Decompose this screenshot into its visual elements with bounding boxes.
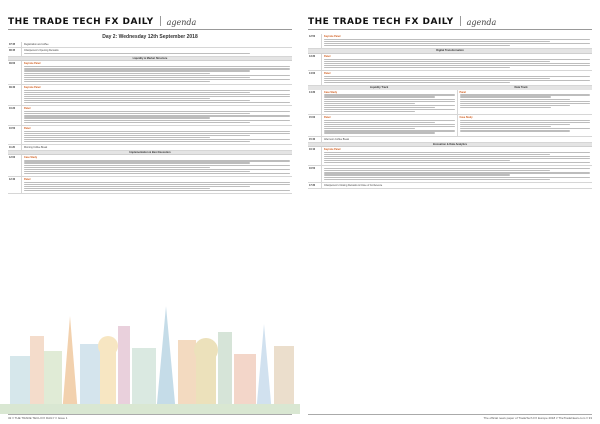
text-line <box>460 124 571 125</box>
text-line <box>24 115 290 116</box>
row-time: 16:10 <box>308 147 322 165</box>
row-text <box>22 48 292 56</box>
page-footer <box>308 414 592 421</box>
masthead-divider <box>460 16 461 26</box>
section-header: Digital Transformation <box>308 49 592 53</box>
text-line <box>324 156 590 157</box>
text-line <box>324 130 455 131</box>
row-text <box>322 166 592 181</box>
session-type: Panel <box>24 126 31 130</box>
track-column <box>322 115 458 135</box>
text-line <box>324 61 550 62</box>
text-line <box>324 158 590 159</box>
agenda-row <box>8 85 292 106</box>
agenda-row <box>308 183 592 189</box>
page-footer <box>8 414 292 421</box>
row-text: Registration and coffee <box>24 43 49 46</box>
masthead <box>8 14 292 30</box>
text-line <box>24 90 290 91</box>
section-header: Liquidity & Market Structure <box>8 57 292 61</box>
text-line <box>324 154 550 155</box>
row-text-label: Chairperson's Opening Remarks <box>24 49 59 52</box>
footer-text: The official news paper of TradeTech FX Europe 2018 // TheTradeNews.com // 33 <box>483 416 592 420</box>
track-heading: Liquidity Track <box>369 86 389 90</box>
text-line <box>24 131 290 132</box>
text-line <box>324 63 590 64</box>
row-text: Afternoon Coffee Break <box>324 137 349 141</box>
text-line <box>24 111 290 112</box>
text-line <box>324 177 590 178</box>
text-line <box>324 160 510 161</box>
agenda-row <box>8 126 292 145</box>
footer-text: 32 // THE TRADE TECH FX DAILY // Issue 1 <box>8 416 68 420</box>
row-time: 07:45 <box>8 42 22 47</box>
text-line <box>24 173 290 174</box>
masthead-title: THE TRADE TECH FX DAILY <box>308 17 454 27</box>
text-line <box>24 81 210 82</box>
text-line <box>24 162 250 163</box>
text-line <box>324 152 590 153</box>
masthead-section: agenda <box>166 18 197 27</box>
masthead-divider <box>160 16 161 26</box>
row-text <box>322 90 592 115</box>
text-line <box>324 76 590 77</box>
text-line <box>24 68 290 69</box>
row-text <box>22 106 292 124</box>
text-line <box>324 45 510 46</box>
text-line <box>324 179 550 180</box>
text-line <box>460 99 571 100</box>
agenda-row <box>308 34 592 49</box>
right-page <box>300 0 600 424</box>
text-line <box>460 130 571 131</box>
text-line <box>24 75 290 76</box>
row-time: 12:40 <box>8 177 22 193</box>
row-time: 09:40 <box>8 85 22 105</box>
text-line <box>324 109 455 110</box>
agenda-row <box>8 106 292 125</box>
agenda-table <box>308 34 592 189</box>
text-line <box>460 120 591 121</box>
text-line <box>24 139 290 140</box>
text-line <box>24 53 250 54</box>
track-columns <box>322 115 592 135</box>
text-line <box>324 99 455 100</box>
session-type: Panel <box>24 177 31 181</box>
text-line <box>324 174 510 175</box>
text-line <box>24 100 250 101</box>
text-line <box>324 120 455 121</box>
text-line <box>324 94 455 95</box>
masthead <box>308 14 592 30</box>
text-line <box>460 94 591 95</box>
text-line <box>324 78 550 79</box>
text-line <box>24 96 290 97</box>
text-line <box>460 128 591 129</box>
agenda-row <box>308 115 592 136</box>
row-text <box>22 155 292 175</box>
row-time: 14:30 <box>308 90 322 115</box>
text-line <box>324 65 590 66</box>
text-line <box>324 122 435 123</box>
agenda-row <box>308 54 592 71</box>
text-line <box>24 133 290 134</box>
text-line <box>324 103 415 104</box>
row-time: 08:45 <box>8 48 22 56</box>
text-line <box>24 92 250 93</box>
text-line <box>24 66 290 67</box>
text-line <box>24 94 290 95</box>
masthead-title: THE TRADE TECH FX DAILY <box>8 17 154 27</box>
session-type: Keynote Panel <box>24 62 41 66</box>
row-time: 10:50 <box>8 126 22 144</box>
text-line <box>324 107 435 108</box>
agenda-row <box>8 61 292 85</box>
text-line <box>324 101 455 102</box>
text-line <box>460 126 551 127</box>
row-time: 10:20 <box>8 106 22 124</box>
section-header: Innovation & Data Analytics <box>308 143 592 147</box>
row-text <box>322 147 592 165</box>
text-line <box>324 168 590 169</box>
row-text <box>22 177 292 193</box>
row-text <box>22 61 292 84</box>
text-line <box>324 39 590 40</box>
text-line <box>24 186 250 187</box>
track-column <box>458 115 593 135</box>
text-line <box>324 59 590 60</box>
row-time: 12:00 <box>8 155 22 175</box>
text-line <box>24 120 290 121</box>
row-text <box>322 71 592 85</box>
text-line <box>460 103 591 104</box>
text-line <box>460 107 551 108</box>
track-heading: Data Track <box>514 86 528 90</box>
session-type: Keynote Panel <box>324 147 341 151</box>
text-line <box>324 162 590 163</box>
row-time: 15:00 <box>308 115 322 135</box>
text-line <box>324 126 455 127</box>
text-line <box>24 73 210 74</box>
text-line <box>460 122 591 123</box>
text-line <box>324 41 550 42</box>
text-line <box>24 165 290 166</box>
agenda-row <box>308 166 592 182</box>
text-line <box>324 43 590 44</box>
text-line <box>24 160 290 161</box>
session-type: Panel <box>324 54 331 58</box>
text-line <box>324 82 510 83</box>
masthead-section: agenda <box>466 18 497 27</box>
text-line <box>324 170 550 171</box>
text-line <box>460 101 591 102</box>
text-line <box>324 67 510 68</box>
session-type: Panel <box>459 90 466 94</box>
row-time: 14:00 <box>308 71 322 85</box>
text-line <box>24 171 250 172</box>
track-columns <box>322 90 592 115</box>
row-text: Morning Coffee Break <box>24 146 48 150</box>
session-type: Case Study <box>324 90 338 94</box>
text-line <box>24 190 290 191</box>
row-text <box>322 34 592 48</box>
track-column <box>322 90 458 115</box>
row-time: 13:30 <box>308 54 322 70</box>
agenda-row <box>308 90 592 116</box>
session-type: Keynote Panel <box>24 85 41 89</box>
row-time: 12:50 <box>308 34 322 48</box>
text-line <box>24 117 210 118</box>
session-type: Panel <box>324 116 331 120</box>
agenda-row <box>8 177 292 194</box>
text-line <box>24 70 250 71</box>
row-text <box>22 85 292 105</box>
session-type: Case Study <box>24 156 38 160</box>
session-type: Case Study <box>459 116 473 120</box>
agenda-row <box>308 71 592 86</box>
row-time: 15:40 <box>308 137 322 142</box>
text-line <box>324 80 590 81</box>
day-heading: Day 2: Wednesday 12th September 2018 <box>102 34 198 40</box>
text-line <box>24 188 210 189</box>
text-line <box>24 141 250 142</box>
text-line <box>324 132 435 133</box>
row-text <box>22 126 292 144</box>
text-line <box>24 169 290 170</box>
agenda-row <box>308 147 592 166</box>
session-type: Panel <box>24 107 31 111</box>
text-line <box>24 102 290 103</box>
text-line <box>324 96 435 97</box>
agenda-table <box>8 42 292 194</box>
text-line <box>324 111 415 112</box>
agenda-row <box>8 155 292 176</box>
text-line <box>24 122 250 123</box>
track-column <box>458 90 593 115</box>
text-line <box>324 128 415 129</box>
text-line <box>324 172 590 173</box>
row-text <box>322 115 592 135</box>
row-time: 11:20 <box>8 145 22 150</box>
section-header: Implementation & Best Execution <box>8 151 292 155</box>
text-line <box>324 124 455 125</box>
text-line <box>24 113 250 114</box>
session-type: Keynote Panel <box>324 35 341 38</box>
text-line <box>24 137 210 138</box>
text-line <box>24 182 290 183</box>
city-skyline-illustration <box>0 296 300 414</box>
text-line <box>460 96 551 97</box>
row-text <box>322 54 592 70</box>
text-line <box>24 184 290 185</box>
session-type: Panel <box>324 71 331 75</box>
agenda-row <box>8 48 292 57</box>
text-line <box>324 105 455 106</box>
row-time: 09:00 <box>8 61 22 84</box>
text-line <box>460 105 571 106</box>
text-line <box>24 135 250 136</box>
text-line <box>24 167 210 168</box>
text-line <box>24 98 210 99</box>
row-time: 17:30 <box>308 183 322 188</box>
row-time: 16:50 <box>308 166 322 181</box>
text-line <box>24 77 250 78</box>
row-text: Chairperson's Closing Remarks & Close of Conference <box>324 183 383 187</box>
text-line <box>24 79 290 80</box>
